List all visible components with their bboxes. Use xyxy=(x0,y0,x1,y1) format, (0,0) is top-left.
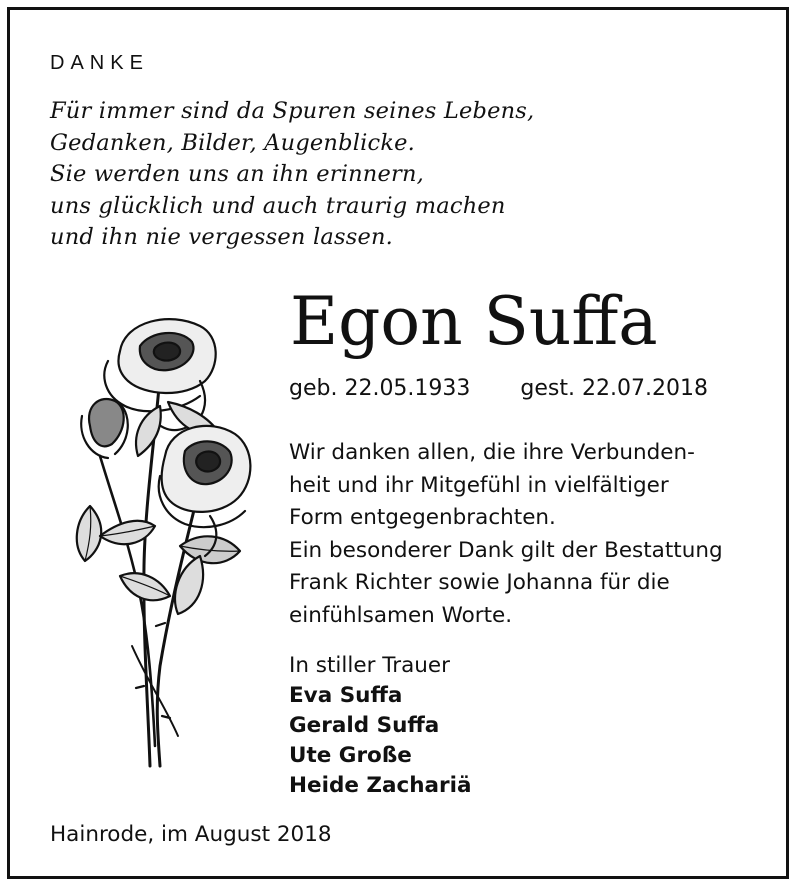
life-dates xyxy=(289,376,708,401)
poem-line: Sie werden uns an ihn erinnern, xyxy=(50,161,425,187)
thanks-line: Ein besonderer Dank gilt der Bestattung xyxy=(289,537,723,563)
thanks-line: Frank Richter sowie Johanna für die xyxy=(289,570,670,595)
thanks-line: einfühlsamen Worte. xyxy=(289,602,513,628)
mourner-name: Ute Große xyxy=(289,743,412,768)
rose-drawing-icon xyxy=(60,306,280,786)
deceased-name: Egon Suffa xyxy=(290,283,658,360)
thanks-line: heit und ihr Mitgefühl in vielfältiger xyxy=(289,472,669,498)
obituary-card xyxy=(7,7,789,879)
thanks-line: Wir danken allen, die ihre Verbunden- xyxy=(289,440,695,465)
place-date: Hainrode, im August 2018 xyxy=(50,822,332,847)
birth-date: geb. 22.05.1933 xyxy=(289,376,471,401)
poem-line: Für immer sind da Spuren seines Lebens, xyxy=(50,98,535,124)
mourner-name: Heide Zachariä xyxy=(289,773,472,798)
poem-line: uns glücklich und auch traurig machen xyxy=(50,192,506,219)
thanks-text xyxy=(289,437,723,632)
mourning-intro: In stiller Trauer xyxy=(289,653,450,678)
death-date: gest. 22.07.2018 xyxy=(520,376,708,401)
poem-line: und ihn nie vergessen lassen. xyxy=(50,224,394,250)
poem-line: Gedanken, Bilder, Augenblicke. xyxy=(50,129,416,156)
poem xyxy=(50,96,534,254)
thanks-line: Form entgegenbrachten. xyxy=(289,505,556,530)
mourning-section xyxy=(289,651,472,801)
heading: DANKE xyxy=(50,52,149,74)
mourner-name: Eva Suffa xyxy=(289,683,403,708)
mourner-name: Gerald Suffa xyxy=(289,713,440,738)
